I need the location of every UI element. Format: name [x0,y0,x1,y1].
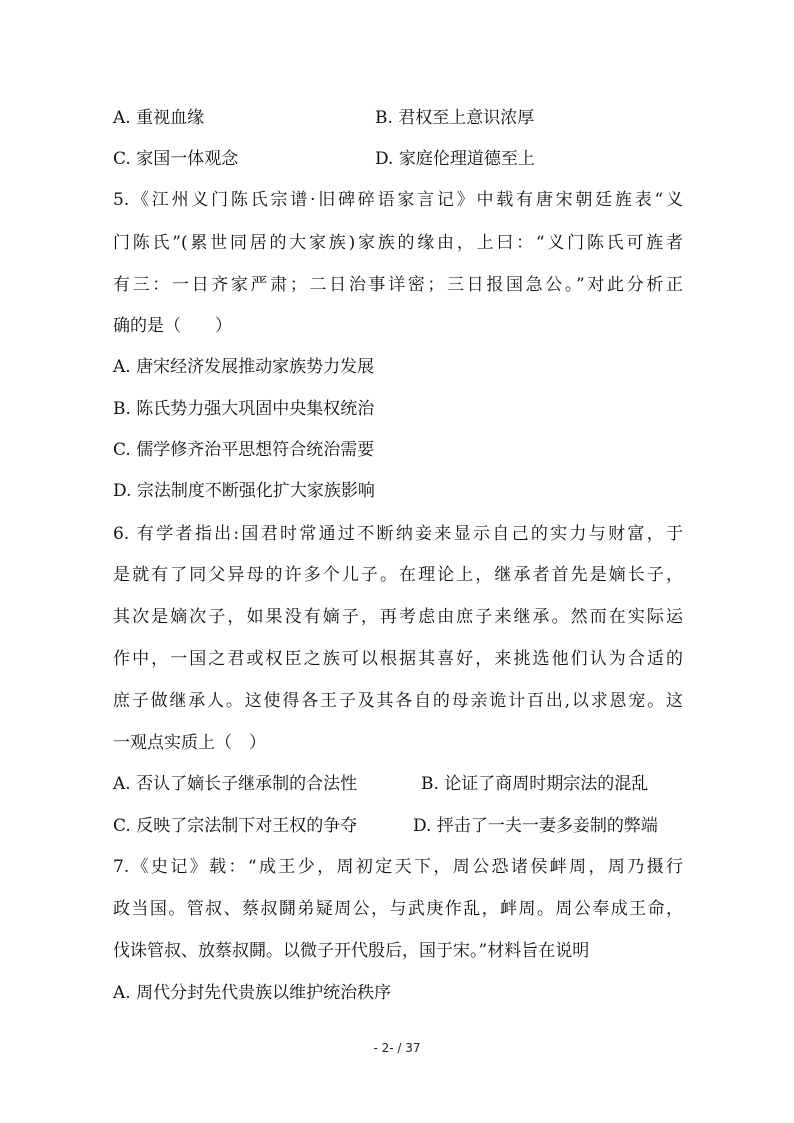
q5-option-c: C. 儒学修齐治平思想符合统治需要 [113,440,375,460]
q5-option-d: D. 宗法制度不断强化扩大家族影响 [113,481,375,501]
q6-stem-line-3: 其次是嫡次子，如果没有嫡子，再考虑由庶子来继承。然而在实际运 [113,607,683,627]
q5-stem-line-1: 5.《江州义门陈氏宗谱·旧碑碎语家言记》中载有唐宋朝廷旌表“义 [113,190,683,210]
q6-stem-line-6: 一观点实质上（ ） [113,733,266,753]
q6-stem-line-1: 6. 有学者指出:国君时常通过不断纳妾来显示自己的实力与财富，于 [113,524,683,544]
q6-option-d: D. 抨击了一夫一妻多妾制的弊端 [413,816,658,836]
q5-stem-line-2: 门陈氏”(累世同居的大家族)家族的缘由，上曰：“义门陈氏可旌者 [113,233,683,253]
q5-option-a: A. 唐宋经济发展推动家族势力发展 [113,357,375,377]
q4-option-d: D. 家庭伦理道德至上 [375,149,535,169]
q5-option-b: B. 陈氏势力强大巩固中央集权统治 [113,399,375,419]
q5-stem-line-3: 有三：一日齐家严肃；二日治事详密；三日报国急公。”对此分析正 [113,275,683,295]
q6-stem-line-5: 庶子做继承人。这使得各王子及其各自的母亲诡计百出,以求恩宠。这 [113,691,683,711]
q7-stem-line-2: 政当国。管叔、蔡叔鬪弟疑周公，与武庚作乱，衅周。周公奉成王命， [113,899,683,919]
q4-option-a: A. 重视血缘 [113,108,205,128]
q6-stem-line-2: 是就有了同父异母的许多个儿子。在理论上，继承者首先是嫡长子， [113,565,683,585]
q4-option-c: C. 家国一体观念 [113,149,239,169]
q4-option-b: B. 君权至上意识浓厚 [375,108,535,128]
q7-stem-line-1: 7.《史记》载：“成王少，周初定天下，周公恐诸侯衅周，周乃摄行 [113,857,683,877]
q6-option-a: A. 否认了嫡长子继承制的合法性 [113,774,358,794]
page-number: - 2- / 37 [373,1041,421,1055]
q6-option-c: C. 反映了宗法制下对王权的争夺 [113,816,358,836]
q6-option-b: B. 论证了商周时期宗法的混乱 [421,774,649,794]
q5-stem-line-4: 确的是（ ） [113,316,232,336]
q7-stem-line-3: 伐诛管叔、放蔡叔鬪。以微子开代殷后，国于宋。”材料旨在说明 [113,941,590,961]
q7-option-a: A. 周代分封先代贵族以维护统治秩序 [113,983,392,1003]
q6-stem-line-4: 作中，一国之君或权臣之族可以根据其喜好，来挑选他们认为合适的 [113,649,683,669]
